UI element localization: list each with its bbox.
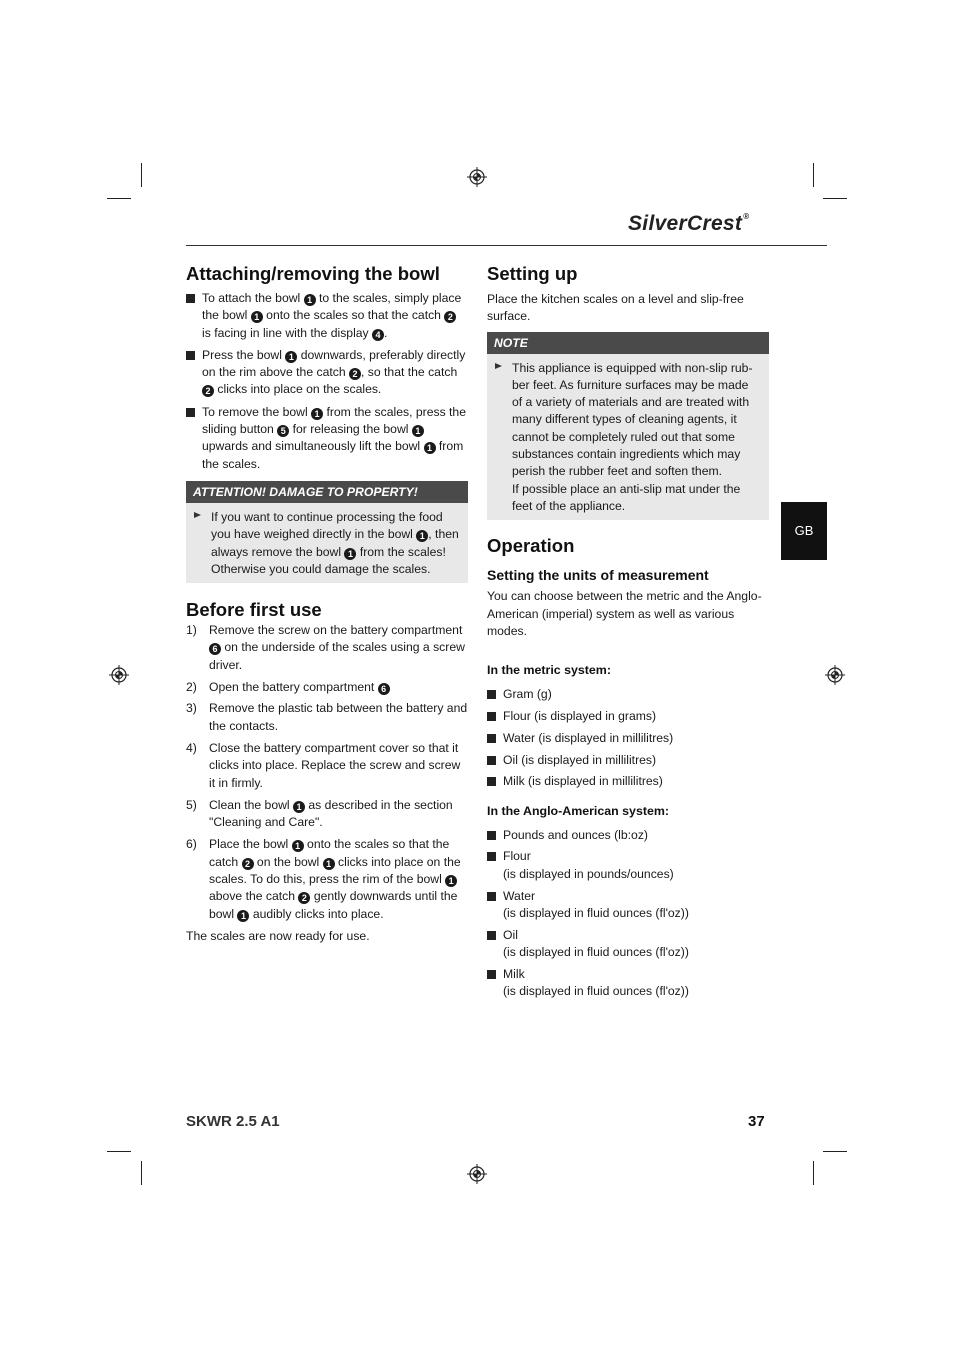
brand-name: SilverCrest: [628, 212, 743, 235]
list-item: Oil (is displayed in fluid ounces (fl'oz)): [487, 927, 769, 962]
bullet-square-icon: [487, 892, 496, 901]
units-intro: You can choose between the metric and the Anglo-American (imperial) system as well as various modes.: [487, 589, 762, 638]
bullet-square-icon: [186, 294, 195, 303]
anglo-title: In the Anglo-American system:: [487, 803, 669, 818]
list-item: Milk (is displayed in fluid ounces (fl'oz)): [487, 966, 769, 1001]
bullet-square-icon: [487, 756, 496, 765]
callout-number: 2: [349, 368, 361, 380]
list-item: To attach the bowl 1 to the scales, simply place the bowl 1 onto the scales so that the catch 2 is facing in line with the display 4 .: [186, 290, 468, 342]
list-item: Flour (is displayed in pounds/ounces): [487, 848, 769, 883]
registration-mark-icon: [825, 665, 845, 685]
bullet-square-icon: [487, 777, 496, 786]
step-item: 3) Remove the plastic tab between the battery and the contacts.: [186, 701, 468, 733]
arrow-right-icon: [495, 363, 502, 369]
callout-number: 2: [444, 311, 456, 323]
note-box: [487, 332, 769, 521]
callout-number: 1: [445, 875, 457, 887]
list-item: Pounds and ounces (lb:oz): [487, 827, 769, 844]
callout-number: 1: [424, 442, 436, 454]
callout-number: 1: [323, 858, 335, 870]
setup-text: Place the kitchen scales on a level and slip-free surface.: [487, 292, 744, 324]
crop-mark: [107, 198, 131, 199]
callout-number: 4: [372, 329, 384, 341]
callout-number: 1: [344, 548, 356, 560]
registration-mark-icon: [109, 665, 129, 685]
callout-number: 2: [298, 892, 310, 904]
registration-mark-icon: [467, 1164, 487, 1184]
section-title-setup: Setting up: [487, 263, 578, 284]
callout-number: 2: [242, 858, 254, 870]
crop-mark: [107, 1151, 131, 1152]
left-column: [186, 262, 468, 945]
callout-number: 1: [285, 351, 297, 363]
bullet-square-icon: [186, 408, 195, 417]
page-number: 37: [748, 1113, 765, 1130]
callout-number: 1: [304, 294, 316, 306]
section-title-first-use: Before first use: [186, 599, 322, 621]
attention-text: If you want to continue processing the food you have weighed directly in the bowl 1 , then always remove the bowl 1 from the scales! Otherwise you could damage the scales.: [186, 503, 468, 583]
section-title-operation: Operation: [487, 535, 575, 557]
list-item: Flour (is displayed in grams): [487, 708, 769, 725]
note-text: This appliance is equipped with non-slip rub-ber feet. As furniture surfaces may be made of a variety of materials and are treated with many different types of cleaning agents, it cannot be completely ruled out that some substances contain ingredients which may perish the rubber feet and soften them.: [512, 360, 753, 479]
list-item: To remove the bowl 1 from the scales, press the sliding button 5 for releasing the bowl 1 upwards and simultaneously lift the bowl 1 from the scales.: [186, 404, 468, 473]
arrow-right-icon: [194, 512, 201, 518]
crop-mark: [141, 163, 142, 187]
step-item: 5) Clean the bowl 1 as described in the section "Cleaning and Care".: [186, 797, 453, 830]
callout-number: 2: [202, 385, 214, 397]
callout-number: 6: [378, 683, 390, 695]
bullet-square-icon: [487, 970, 496, 979]
list-item: Oil (is displayed in millilitres): [487, 752, 769, 769]
bullet-square-icon: [487, 831, 496, 840]
note-text-2: If possible place an anti-slip mat under the feet of the appliance.: [512, 481, 741, 513]
attention-title: ATTENTION! DAMAGE TO PROPERTY!: [186, 481, 468, 503]
list-item: Press the bowl 1 downwards, preferably directly on the rim above the catch 2 , so that the catch 2 clicks into place on the scales.: [186, 347, 468, 399]
list-item: Water (is displayed in millilitres): [487, 730, 769, 747]
ready-text: The scales are now ready for use.: [186, 928, 370, 943]
callout-number: 6: [209, 643, 221, 655]
bullet-square-icon: [487, 712, 496, 721]
list-item: Milk (is displayed in millilitres): [487, 773, 769, 790]
callout-number: 1: [251, 311, 263, 323]
bullet-square-icon: [487, 852, 496, 861]
metric-title: In the metric system:: [487, 663, 611, 678]
crop-mark: [823, 1151, 847, 1152]
attention-box: [186, 481, 468, 583]
bullet-square-icon: [487, 734, 496, 743]
model-number: SKWR 2.5 A1: [186, 1113, 280, 1130]
crop-mark: [813, 1161, 814, 1185]
callout-number: 1: [416, 530, 428, 542]
step-item: 4) Close the battery compartment cover so that it clicks into place. Replace the screw and screw it in firmly.: [186, 740, 461, 790]
crop-mark: [813, 163, 814, 187]
callout-number: 5: [277, 425, 289, 437]
bullet-square-icon: [186, 351, 195, 360]
brand-logo: SilverCrest®: [628, 212, 750, 235]
registration-mark-icon: [467, 167, 487, 187]
callout-number: 1: [311, 408, 323, 420]
crop-mark: [141, 1161, 142, 1185]
header-rule: [186, 245, 827, 246]
language-tab: GB: [781, 502, 827, 560]
step-item: 2) Open the battery compartment 6: [186, 679, 468, 696]
list-item: Gram (g): [487, 686, 769, 703]
callout-number: 1: [237, 910, 249, 922]
bullet-square-icon: [487, 931, 496, 940]
step-item: 1) Remove the screw on the battery compartment 6 on the underside of the scales using a screw driver.: [186, 623, 465, 672]
bullet-square-icon: [487, 690, 496, 699]
callout-number: 1: [293, 801, 305, 813]
callout-number: 1: [412, 425, 424, 437]
right-column: [487, 262, 769, 1000]
step-item: 6) Place the bowl 1 onto the scales so that the catch 2 on the bowl 1 clicks into place on the scales. To do this, press the rim of the bowl 1 above the catch 2 gently downwards until the bowl 1 audibly clicks into place.: [186, 837, 461, 921]
crop-mark: [823, 198, 847, 199]
section-title-attach: Attaching/removing the bowl: [186, 263, 440, 284]
subsection-title-units: Setting the units of measurement: [487, 567, 709, 584]
note-title: NOTE: [487, 332, 769, 354]
list-item: Water (is displayed in fluid ounces (fl'oz)): [487, 888, 769, 923]
callout-number: 1: [292, 840, 304, 852]
